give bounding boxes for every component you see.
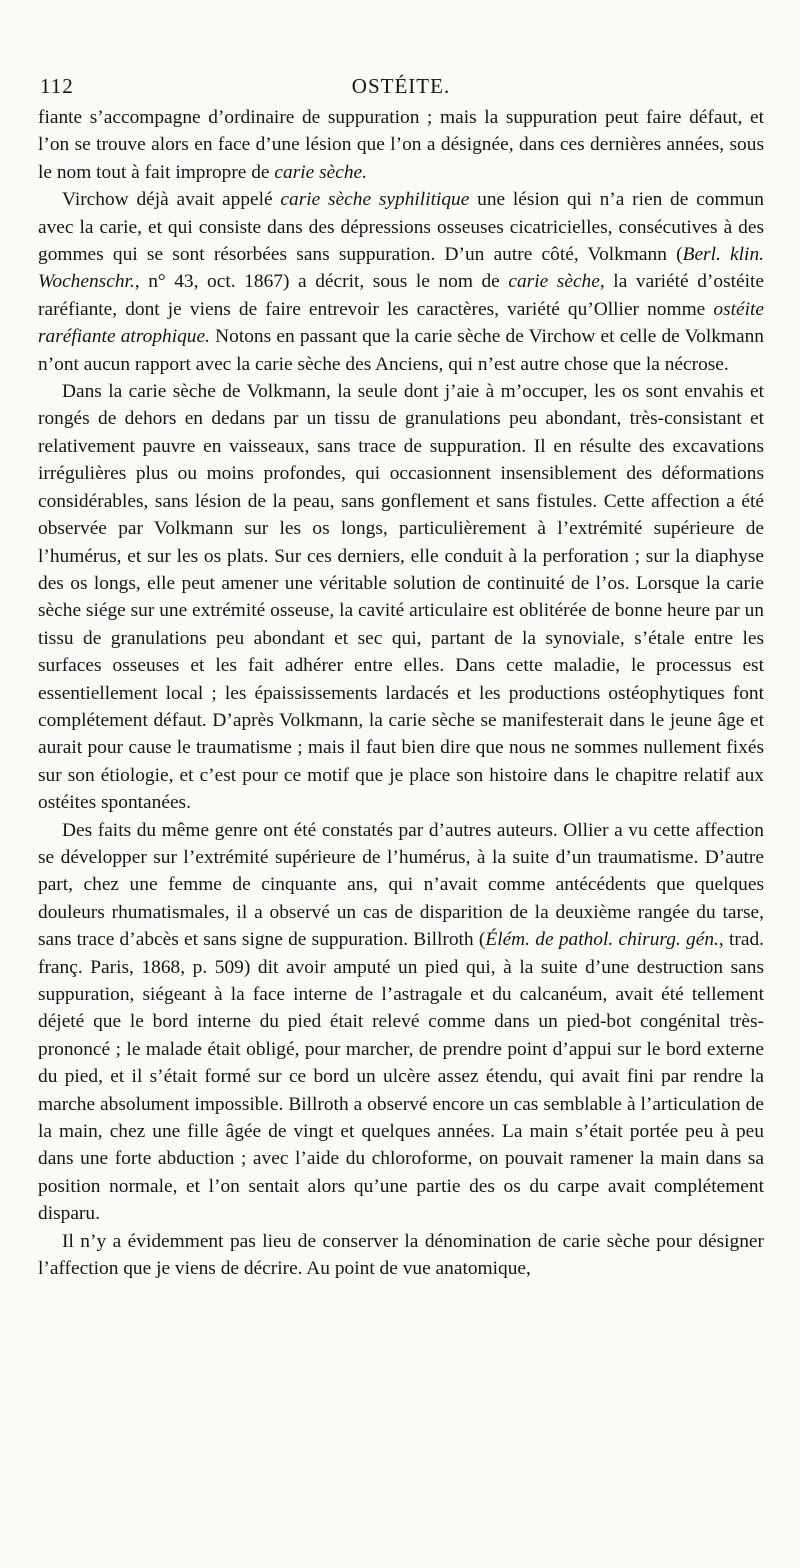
text-run: Des faits du même genre ont été constatés par d’autres auteurs. Ollier a vu cette affection se développer sur l’extrémité supérieure de l’humérus, à la suite d’un traumatisme. D’autre part, chez une femme de cinquante ans, qui n’avait comme antécédents que quelques douleurs rhumatismales, il a observé un cas de disparition de la deuxième rangée du tarse, sans trace d’abcès et sans signe de suppuration. Billroth (: [38, 819, 764, 951]
text-run: Virchow déjà avait appelé: [62, 189, 281, 211]
paragraph: [38, 817, 764, 1228]
text-run: une lésion qui n’a rien de commun avec la carie, et qui consiste dans des dépressions osseuses cicatricielles, consécutives à des gommes qui se sont résorbées sans suppuration. D’un autre côté, Volkmann (: [38, 189, 765, 266]
text-run: fiante s’accompagne d’ordinaire de suppuration ; mais la suppuration peut faire défaut, et l’on se trouve alors en face d’une lésion que l’on a désignée, dans ces dernières années, sous le nom tout à fait impropre de: [38, 107, 764, 183]
page-header: [38, 74, 764, 104]
text-run: Notons en passant que la carie sèche de Virchow et celle de Volkmann n’ont aucun rapport avec la carie sèche des Anciens, qui n’est autre chose que la nécrose.: [38, 326, 764, 375]
body-text: [38, 104, 764, 1282]
page-number: 112: [40, 74, 74, 98]
paragraph: [38, 378, 764, 817]
paragraph: [38, 1228, 764, 1283]
italic-text: carie sèche syphilitique: [280, 189, 470, 211]
italic-text: Élém. de pathol. chirurg. gén.: [485, 929, 719, 951]
italic-text: ostéite raréfiante atrophique.: [38, 298, 764, 348]
paragraph: [38, 104, 764, 186]
paragraph: [38, 186, 764, 378]
italic-text: carie sèche.: [274, 161, 367, 183]
text-run: , n° 43, oct. 1867) a décrit, sous le nom de: [134, 271, 509, 293]
text-run: , trad. franç. Paris, 1868, p. 509) dit avoir amputé un pied qui, à la suite d’une destruction sans suppuration, siégeant à la face interne de l’astragale et du calcanéum, avait été tellement déjeté que le bord interne du pied était relevé comme dans un pied-bot congénital très-prononcé ; le malade était obligé, pour marcher, de prendre point d’appui sur le bord externe du pied, et il s’était formé sur ce bord un ulcère assez étendu, qui avait fini par rendre la marche absolument impossible. Billroth a observé encore un cas semblable à l’articulation de la main, chez une fille âgée de vingt et quelques années. La main s’était portée peu à peu dans une forte abduction ; avec l’aide du chloroforme, on pouvait ramener la main dans sa position normale, et l’on sentait alors qu’une partie des os du carpe avait complétement disparu.: [38, 929, 764, 1225]
text-run: , la variété d’ostéite raréfiante, dont je viens de faire entrevoir les caractères, variété qu’Ollier nomme: [38, 271, 764, 320]
running-title: OSTÉITE.: [351, 74, 451, 98]
italic-text: Berl. klin. Wochenschr.: [38, 244, 764, 293]
italic-text: carie sèche: [508, 271, 600, 293]
text-run: Il n’y a évidemment pas lieu de conserver la dénomination de carie sèche pour désigner l’affection que je viens de décrire. Au point de vue anatomique,: [38, 1230, 764, 1280]
text-run: Dans la carie sèche de Volkmann, la seule dont j’aie à m’occuper, les os sont envahis et rongés de dehors en dedans par un tissu de granulations peu abondant, très-consistant et relativement pauvre en vaisseaux, sans trace de suppuration. Il en résulte des excavations irrégulières plus ou moins profondes, qui occasionnent insensiblement des déformations considérables, sans lésion de la peau, sans gonflement et sans fistules. Cette affection a été observée par Volkmann sur les os longs, particulièrement à l’extrémité supérieure de l’humérus, et sur les os plats. Sur ces derniers, elle conduit à la perforation ; sur la diaphyse des os longs, elle peut amener une véritable solution de continuité de l’os. Lorsque la carie sèche siége sur une extrémité osseuse, la cavité articulaire est oblitérée de bonne heure par un tissu de granulations peu abondant et sec qui, partant de la synoviale, s’étale entre les surfaces osseuses et les fait adhérer entre elles. Dans cette maladie, le processus est essentiellement local ; les épaississements lardacés et les productions ostéophytiques font complétement défaut. D’après Volkmann, la carie sèche se manifesterait dans le jeune âge et aurait pour cause le traumatisme ; mais il faut bien dire que nous ne sommes nullement fixés sur son étiologie, et c’est pour ce motif que je place son histoire dans le chapitre relatif aux ostéites spontanées.: [38, 381, 764, 814]
